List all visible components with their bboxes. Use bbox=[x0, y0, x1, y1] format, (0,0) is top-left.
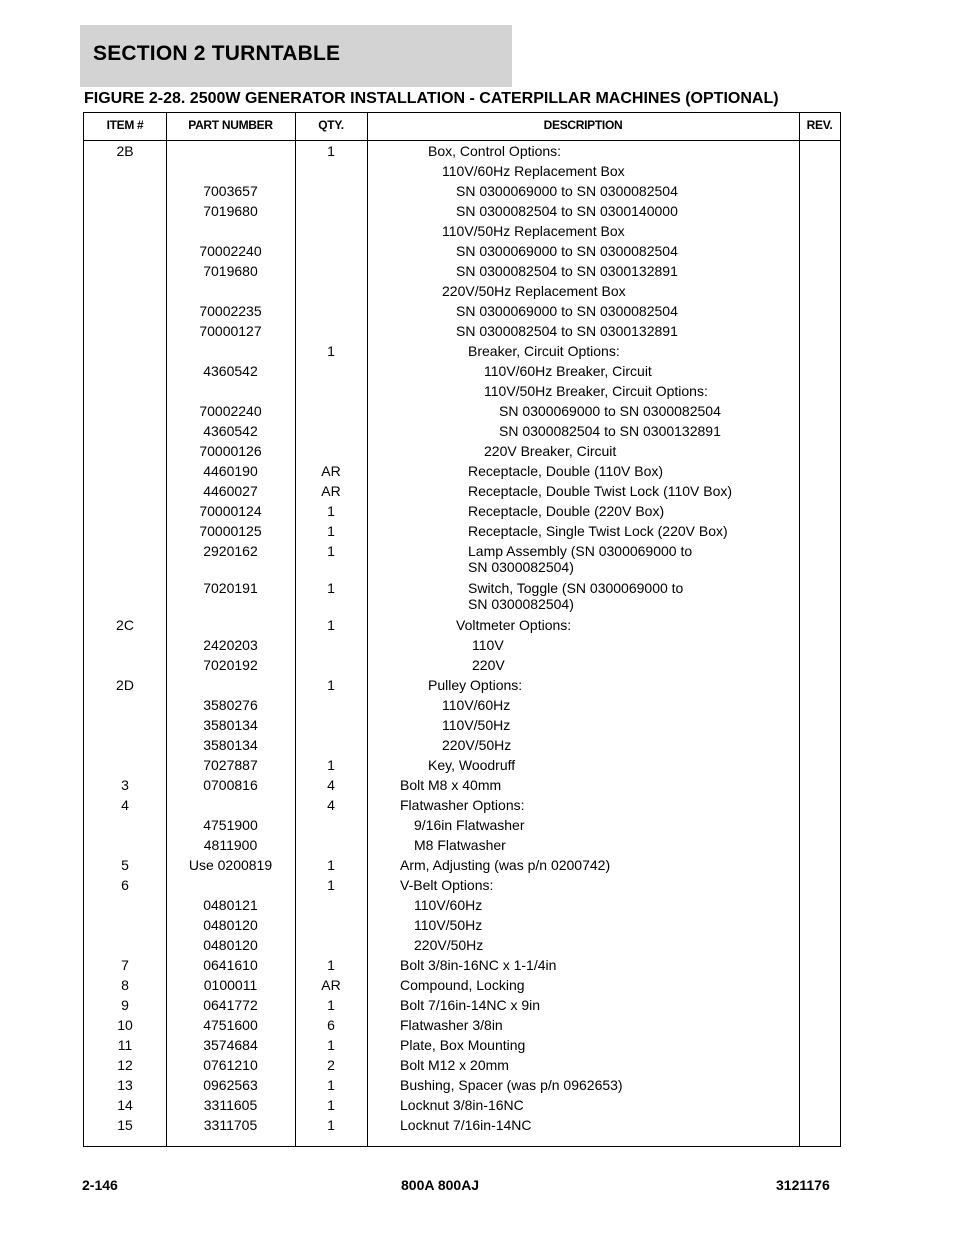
description: M8 Flatwasher bbox=[414, 837, 506, 853]
table-row bbox=[84, 501, 840, 521]
quantity: 1 bbox=[327, 677, 335, 693]
table-row bbox=[84, 1055, 840, 1075]
description: Bolt 7/16in-14NC x 9in bbox=[400, 997, 541, 1013]
description: Locknut 3/8in-16NC bbox=[400, 1097, 524, 1113]
table-row bbox=[84, 895, 840, 915]
quantity: 1 bbox=[327, 997, 335, 1013]
description-cell bbox=[442, 223, 802, 239]
table-row bbox=[84, 221, 840, 241]
part-number: 7019680 bbox=[203, 263, 258, 279]
description: 110V/60Hz Replacement Box bbox=[442, 163, 625, 179]
table-row bbox=[84, 578, 840, 615]
description-cell bbox=[400, 1117, 760, 1133]
part-number: 7020191 bbox=[203, 580, 258, 596]
description: Voltmeter Options: bbox=[456, 617, 572, 633]
part-number: 70000124 bbox=[199, 503, 262, 519]
part-number: 0761210 bbox=[203, 1057, 258, 1073]
description-cell bbox=[400, 1077, 760, 1093]
description-cell bbox=[472, 657, 832, 673]
description: Bolt M8 x 40mm bbox=[400, 777, 502, 793]
item-number: 5 bbox=[121, 857, 129, 873]
description: SN 0300082504 to SN 0300132891 bbox=[456, 263, 678, 279]
item-number: 14 bbox=[117, 1097, 133, 1113]
quantity: 1 bbox=[327, 1097, 335, 1113]
item-number: 15 bbox=[117, 1117, 133, 1133]
description-cell bbox=[400, 877, 760, 893]
description-cell bbox=[484, 363, 844, 379]
description: 9/16in Flatwasher bbox=[414, 817, 525, 833]
description-cell bbox=[442, 283, 802, 299]
header-description: DESCRIPTION bbox=[543, 118, 623, 132]
description-cell bbox=[400, 977, 760, 993]
table-row bbox=[84, 995, 840, 1015]
description: Bolt 3/8in-16NC x 1-1/4in bbox=[400, 957, 557, 973]
description: 110V/60Hz bbox=[414, 897, 483, 913]
quantity: 6 bbox=[327, 1017, 335, 1033]
part-number: 70002235 bbox=[199, 303, 262, 319]
table-row bbox=[84, 875, 840, 895]
description: Bolt M12 x 20mm bbox=[400, 1057, 509, 1073]
quantity: 1 bbox=[327, 957, 335, 973]
description: Locknut 7/16in-14NC bbox=[400, 1117, 532, 1133]
description: Breaker, Circuit Options: bbox=[468, 343, 620, 359]
part-number: 70000127 bbox=[199, 323, 262, 339]
description-cell bbox=[499, 403, 859, 419]
table-row bbox=[84, 521, 840, 541]
quantity: 1 bbox=[327, 1077, 335, 1093]
table-row bbox=[84, 341, 840, 361]
description-cell bbox=[428, 757, 788, 773]
table-row bbox=[84, 241, 840, 261]
item-number: 2D bbox=[116, 677, 134, 693]
quantity: AR bbox=[321, 977, 341, 993]
description: 110V/50Hz bbox=[442, 717, 511, 733]
table-row bbox=[84, 1075, 840, 1095]
item-number: 2B bbox=[116, 143, 134, 159]
parts-table bbox=[83, 112, 841, 1147]
figure-title: FIGURE 2-28. 2500W GENERATOR INSTALLATION - CATERPILLAR MACHINES (OPTIONAL) bbox=[84, 90, 779, 107]
item-number: 11 bbox=[117, 1037, 133, 1053]
item-number: 4 bbox=[121, 797, 129, 813]
part-number: 4751600 bbox=[203, 1017, 258, 1033]
part-number: 4460190 bbox=[203, 463, 258, 479]
table-row bbox=[84, 321, 840, 341]
table-row bbox=[84, 1015, 840, 1035]
part-number: 2920162 bbox=[203, 543, 258, 559]
description: Pulley Options: bbox=[428, 677, 523, 693]
description-cell bbox=[468, 463, 828, 479]
table-row bbox=[84, 181, 840, 201]
description: SN 0300082504 to SN 0300132891 bbox=[499, 423, 721, 439]
description-cell bbox=[414, 897, 774, 913]
item-number: 8 bbox=[121, 977, 129, 993]
part-number: 0480120 bbox=[203, 937, 258, 953]
item-number: 12 bbox=[117, 1057, 133, 1073]
description-cell bbox=[468, 503, 828, 519]
description-cell bbox=[400, 1057, 760, 1073]
description: SN 0300082504 to SN 0300132891 bbox=[456, 323, 678, 339]
description: Key, Woodruff bbox=[428, 757, 516, 773]
table-row bbox=[84, 381, 840, 401]
item-number: 9 bbox=[121, 997, 129, 1013]
description-cell bbox=[456, 203, 816, 219]
part-number: 0641772 bbox=[203, 997, 258, 1013]
description-cell bbox=[484, 443, 844, 459]
description: 220V bbox=[472, 657, 505, 673]
table-row bbox=[84, 615, 840, 635]
table-row bbox=[84, 161, 840, 181]
quantity: 1 bbox=[327, 343, 335, 359]
description: 220V/50Hz bbox=[414, 937, 484, 953]
description: Plate, Box Mounting bbox=[400, 1037, 526, 1053]
item-number: 2C bbox=[116, 617, 134, 633]
table-row bbox=[84, 301, 840, 321]
part-number: 4360542 bbox=[203, 363, 258, 379]
description-cell bbox=[442, 697, 802, 713]
part-number: 70000126 bbox=[199, 443, 262, 459]
part-number: Use 0200819 bbox=[188, 857, 273, 873]
table-row bbox=[84, 261, 840, 281]
description-cell bbox=[400, 797, 760, 813]
part-number: 70002240 bbox=[199, 403, 262, 419]
table-row bbox=[84, 481, 840, 501]
description: 110V bbox=[472, 637, 504, 653]
table-row bbox=[84, 795, 840, 815]
description-continued: SN 0300082504) bbox=[468, 559, 574, 575]
description-cell bbox=[400, 1017, 760, 1033]
table-row bbox=[84, 835, 840, 855]
quantity: 1 bbox=[327, 543, 335, 559]
quantity: 1 bbox=[327, 523, 335, 539]
description: V-Belt Options: bbox=[400, 877, 494, 893]
part-number: 4360542 bbox=[203, 423, 258, 439]
quantity: AR bbox=[321, 483, 341, 499]
part-number: 4751900 bbox=[203, 817, 258, 833]
description: SN 0300069000 to SN 0300082504 bbox=[456, 183, 678, 199]
description: 220V/50Hz bbox=[442, 737, 512, 753]
description: SN 0300069000 to SN 0300082504 bbox=[456, 303, 678, 319]
description-continued: SN 0300082504) bbox=[468, 596, 574, 612]
description: Receptacle, Double (220V Box) bbox=[468, 503, 665, 519]
description-cell bbox=[400, 1097, 760, 1113]
quantity: 1 bbox=[327, 757, 335, 773]
description: Compound, Locking bbox=[400, 977, 525, 993]
description: Flatwasher 3/8in bbox=[400, 1017, 503, 1033]
item-number: 3 bbox=[121, 777, 129, 793]
quantity: 1 bbox=[327, 877, 335, 893]
description-cell bbox=[468, 580, 828, 612]
section-banner bbox=[80, 25, 512, 87]
description-cell bbox=[428, 677, 788, 693]
part-number: 0100011 bbox=[203, 977, 258, 993]
part-number: 70000125 bbox=[199, 523, 262, 539]
part-number: 3311705 bbox=[203, 1117, 258, 1133]
description: Receptacle, Double Twist Lock (110V Box) bbox=[468, 483, 733, 499]
table-row bbox=[84, 735, 840, 755]
table-row bbox=[84, 715, 840, 735]
table-row bbox=[84, 421, 840, 441]
description-cell bbox=[456, 183, 816, 199]
header-qty: QTY. bbox=[318, 118, 344, 132]
description: Receptacle, Single Twist Lock (220V Box) bbox=[468, 523, 728, 539]
header-part-number: PART NUMBER bbox=[188, 118, 273, 132]
table-row bbox=[84, 201, 840, 221]
description-cell bbox=[414, 917, 774, 933]
table-row bbox=[84, 541, 840, 578]
quantity: 4 bbox=[327, 797, 335, 813]
table-row bbox=[84, 441, 840, 461]
description-cell bbox=[456, 243, 816, 259]
quantity: 4 bbox=[327, 777, 335, 793]
part-number: 3311605 bbox=[203, 1097, 258, 1113]
table-header bbox=[84, 113, 840, 141]
description: SN 0300069000 to SN 0300082504 bbox=[456, 243, 678, 259]
description: Flatwasher Options: bbox=[400, 797, 525, 813]
table-row bbox=[84, 401, 840, 421]
description-cell bbox=[484, 383, 844, 399]
quantity: AR bbox=[321, 463, 341, 479]
quantity: 1 bbox=[327, 1037, 335, 1053]
header-rev: REV. bbox=[806, 118, 833, 132]
description: 110V/60Hz bbox=[442, 697, 511, 713]
table-row bbox=[84, 855, 840, 875]
part-number: 7003657 bbox=[203, 183, 258, 199]
part-number: 3580276 bbox=[203, 697, 258, 713]
item-number: 6 bbox=[121, 877, 129, 893]
description-cell bbox=[442, 717, 802, 733]
table-row bbox=[84, 1095, 840, 1115]
description-cell bbox=[468, 343, 828, 359]
section-title: SECTION 2 TURNTABLE bbox=[93, 42, 341, 65]
table-row bbox=[84, 915, 840, 935]
description: Arm, Adjusting (was p/n 0200742) bbox=[400, 857, 611, 873]
quantity: 1 bbox=[327, 1117, 335, 1133]
quantity: 1 bbox=[327, 580, 335, 596]
page-number: 2-146 bbox=[82, 1177, 118, 1193]
description-cell bbox=[400, 957, 760, 973]
table-row bbox=[84, 675, 840, 695]
description-cell bbox=[468, 483, 828, 499]
table-row bbox=[84, 755, 840, 775]
table-body bbox=[84, 141, 840, 1135]
part-number: 7020192 bbox=[203, 657, 258, 673]
description-cell bbox=[400, 997, 760, 1013]
header-item: ITEM # bbox=[106, 118, 144, 132]
document-number: 3121176 bbox=[776, 1177, 830, 1193]
part-number: 7027887 bbox=[203, 757, 258, 773]
item-number: 7 bbox=[121, 957, 129, 973]
description: 110V/50Hz Breaker, Circuit Options: bbox=[484, 383, 708, 399]
description-cell bbox=[456, 617, 816, 633]
part-number: 3580134 bbox=[203, 737, 258, 753]
description: Bushing, Spacer (was p/n 0962653) bbox=[400, 1077, 623, 1093]
item-number: 10 bbox=[117, 1017, 133, 1033]
part-number: 0641610 bbox=[203, 957, 258, 973]
table-row bbox=[84, 1115, 840, 1135]
description-cell bbox=[400, 857, 760, 873]
description: SN 0300082504 to SN 0300140000 bbox=[456, 203, 678, 219]
description: Box, Control Options: bbox=[428, 143, 562, 159]
part-number: 0700816 bbox=[203, 777, 258, 793]
description-cell bbox=[456, 323, 816, 339]
description-cell bbox=[414, 817, 774, 833]
description: Switch, Toggle (SN 0300069000 to bbox=[468, 580, 684, 596]
quantity: 1 bbox=[327, 617, 335, 633]
table-row bbox=[84, 281, 840, 301]
part-number: 2420203 bbox=[203, 637, 258, 653]
part-number: 0480120 bbox=[203, 917, 258, 933]
description: Lamp Assembly (SN 0300069000 to bbox=[468, 543, 693, 559]
table-row bbox=[84, 955, 840, 975]
description: 110V/50Hz bbox=[414, 917, 483, 933]
part-number: 0480121 bbox=[203, 897, 258, 913]
description: Receptacle, Double (110V Box) bbox=[468, 463, 664, 479]
description: 220V/50Hz Replacement Box bbox=[442, 283, 626, 299]
description-cell bbox=[442, 163, 802, 179]
table-row bbox=[84, 695, 840, 715]
description-cell bbox=[442, 737, 802, 753]
table-row bbox=[84, 775, 840, 795]
description-cell bbox=[472, 637, 832, 653]
model-name: 800A 800AJ bbox=[401, 1177, 480, 1193]
description-cell bbox=[414, 837, 774, 853]
description: SN 0300069000 to SN 0300082504 bbox=[499, 403, 721, 419]
table-row bbox=[84, 655, 840, 675]
table-row bbox=[84, 461, 840, 481]
table-row bbox=[84, 635, 840, 655]
part-number: 0962563 bbox=[203, 1077, 258, 1093]
part-number: 3574684 bbox=[203, 1037, 258, 1053]
description-cell bbox=[414, 937, 774, 953]
table-row bbox=[84, 935, 840, 955]
quantity: 1 bbox=[327, 857, 335, 873]
description: 220V Breaker, Circuit bbox=[484, 443, 617, 459]
quantity: 2 bbox=[327, 1057, 335, 1073]
description-cell bbox=[428, 143, 788, 159]
description-cell bbox=[456, 303, 816, 319]
description-cell bbox=[400, 777, 760, 793]
description-cell bbox=[468, 543, 828, 575]
part-number: 4460027 bbox=[203, 483, 258, 499]
description-cell bbox=[400, 1037, 760, 1053]
table-row bbox=[84, 975, 840, 995]
quantity: 1 bbox=[327, 143, 335, 159]
table-row bbox=[84, 815, 840, 835]
table-row bbox=[84, 141, 840, 161]
table-row bbox=[84, 1035, 840, 1055]
description: 110V/60Hz Breaker, Circuit bbox=[484, 363, 652, 379]
description-cell bbox=[468, 523, 828, 539]
part-number: 3580134 bbox=[203, 717, 258, 733]
table-row bbox=[84, 361, 840, 381]
part-number: 70002240 bbox=[199, 243, 262, 259]
part-number: 4811900 bbox=[203, 837, 258, 853]
description: 110V/50Hz Replacement Box bbox=[442, 223, 625, 239]
part-number: 7019680 bbox=[203, 203, 258, 219]
quantity: 1 bbox=[327, 503, 335, 519]
description-cell bbox=[456, 263, 816, 279]
item-number: 13 bbox=[117, 1077, 133, 1093]
description-cell bbox=[499, 423, 859, 439]
